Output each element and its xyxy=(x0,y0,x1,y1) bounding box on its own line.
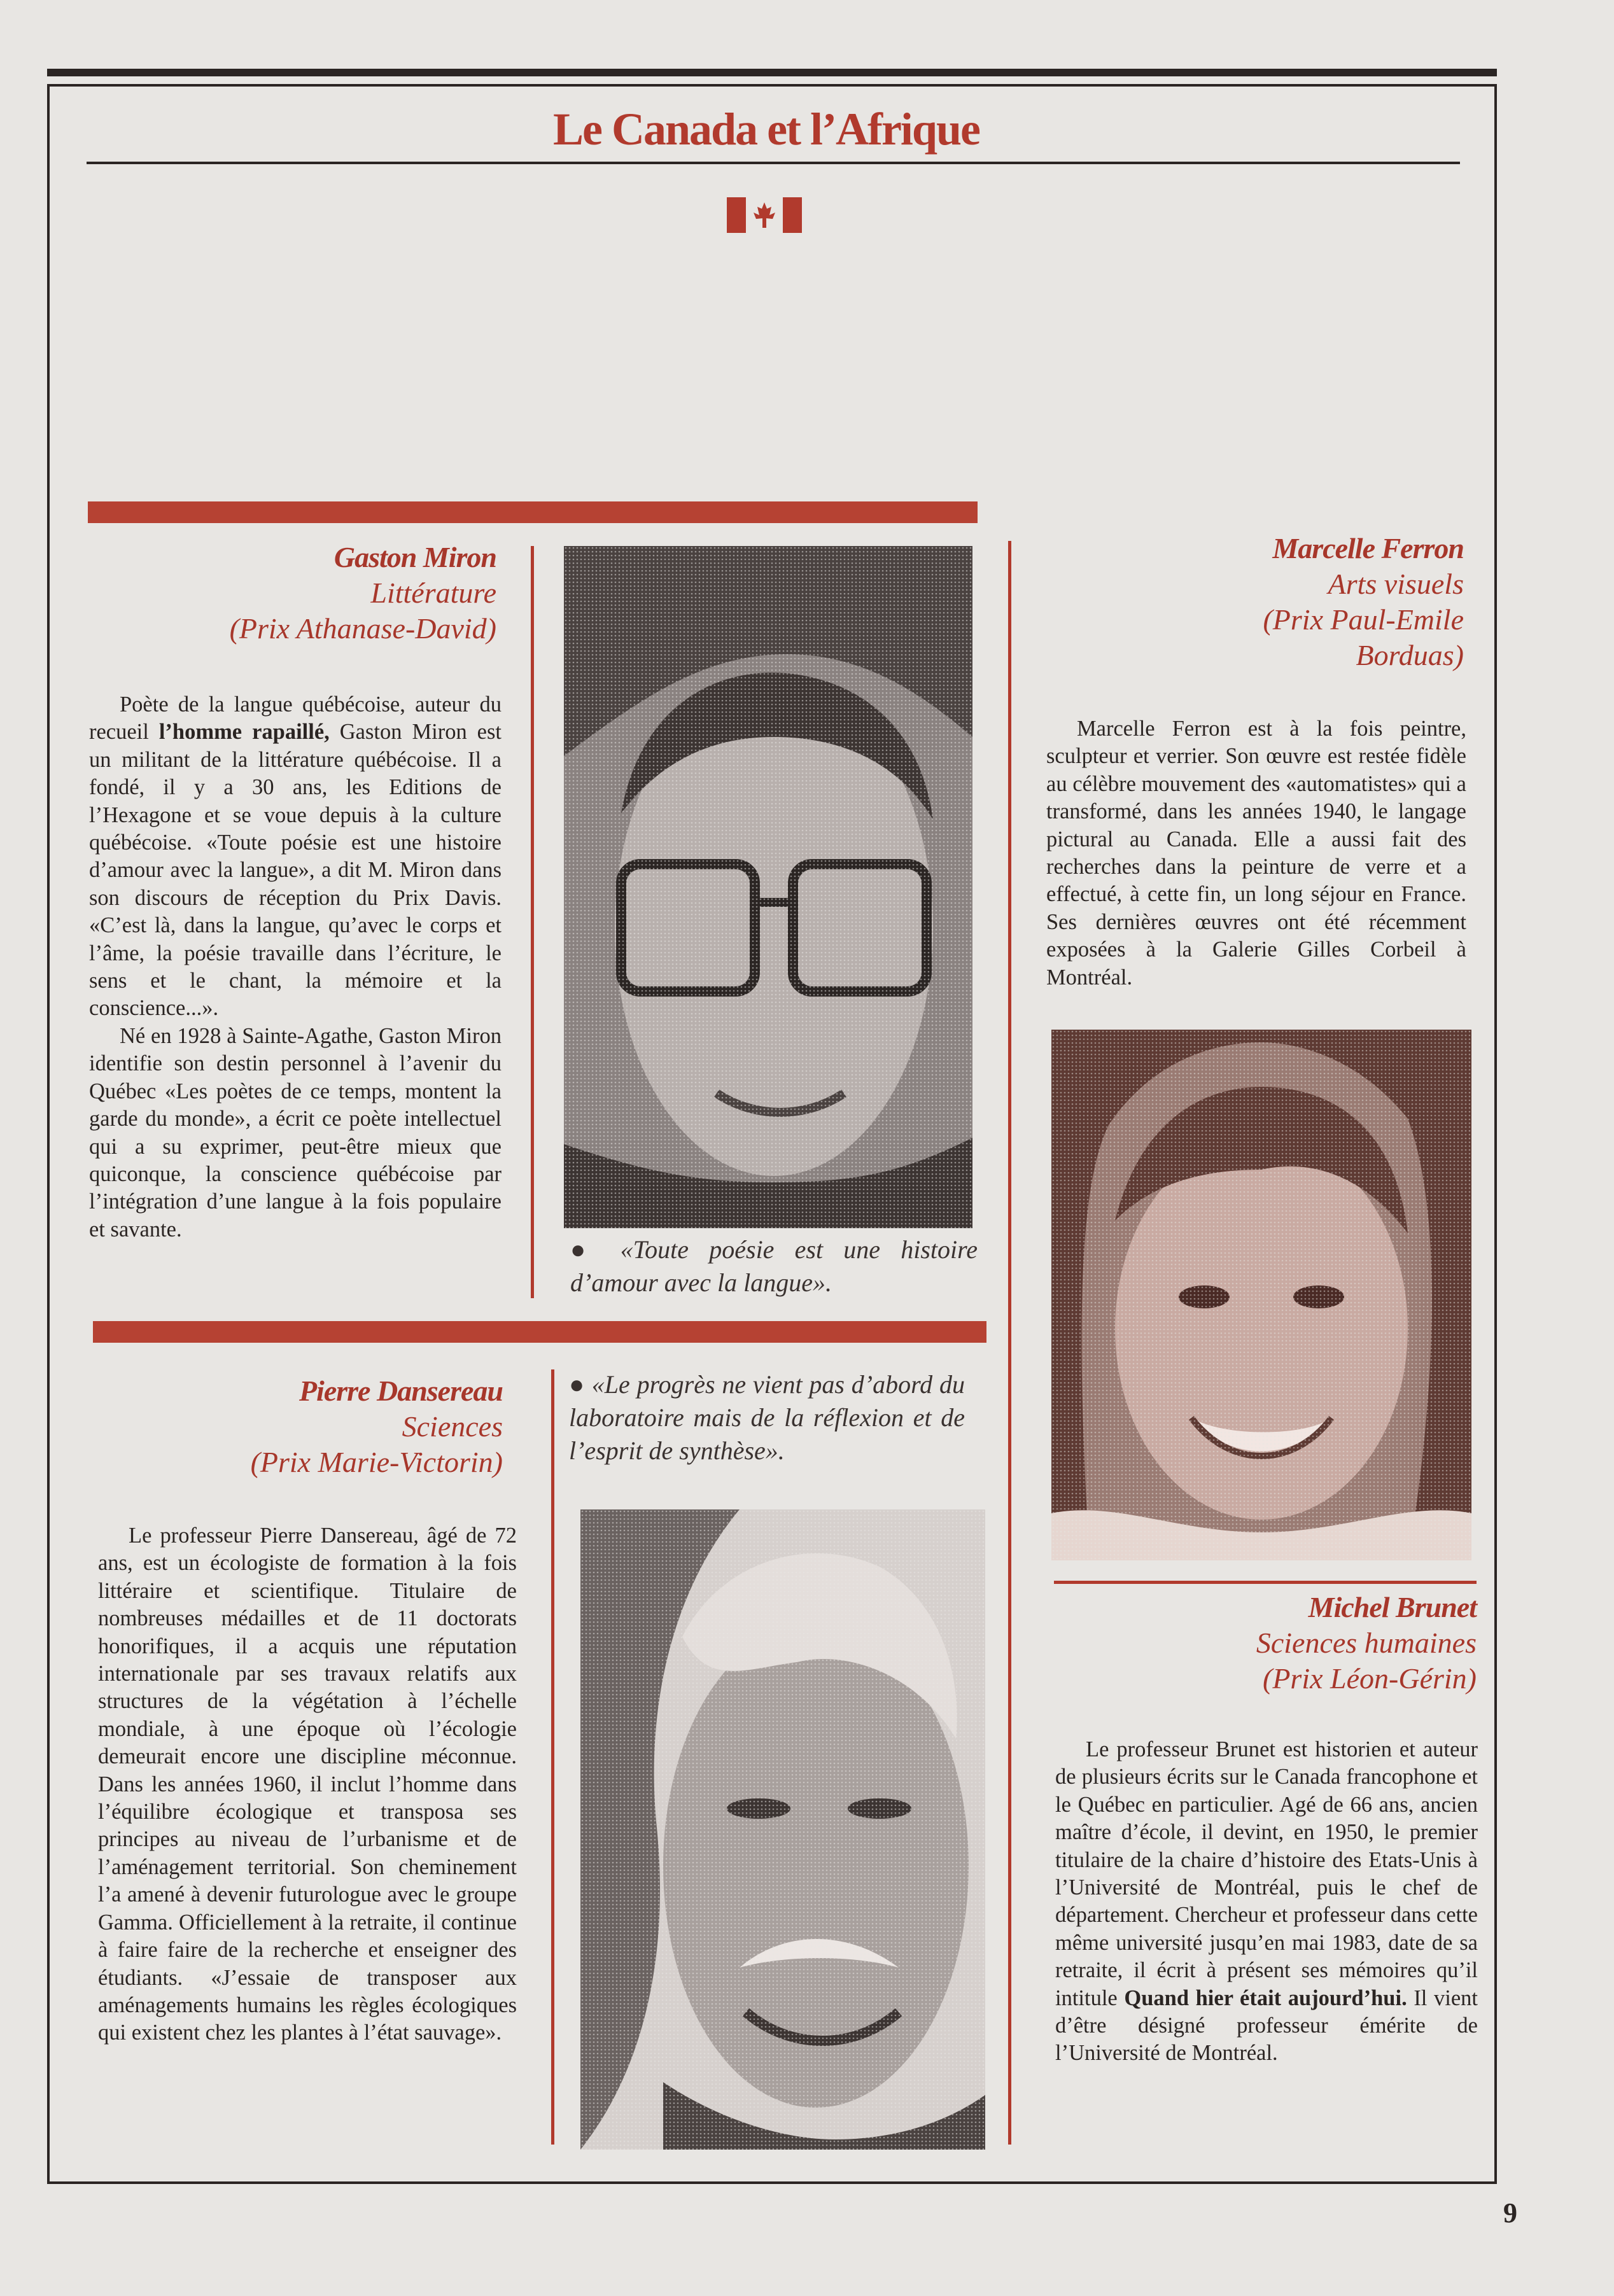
miron-heading xyxy=(102,540,496,647)
header-rule xyxy=(87,162,1460,164)
dansereau-photo-caption: ● «Le progrès ne vient pas d’abord du laboratoire mais de la réflexion et de l’esprit de synthèse». xyxy=(569,1370,965,1465)
column-rule-left xyxy=(531,546,534,1298)
pierre-dansereau-photo xyxy=(580,1509,985,2150)
ferron-field: Arts visuels xyxy=(1328,568,1464,600)
ferron-prize: (Prix Paul-Emile Borduas) xyxy=(1263,603,1464,671)
ferron-heading xyxy=(1056,531,1464,673)
miron-article-body xyxy=(89,691,502,1243)
bullet-icon: ● xyxy=(570,1235,621,1264)
marcelle-ferron-photo xyxy=(1051,1030,1471,1560)
canada-flag-icon xyxy=(727,197,802,233)
brunet-paragraph-1: Le professeur Brunet est historien et auteur de plusieurs écrits sur le Canada francophone et le Québec en particulier. Agé de 66 ans, ancien maître d’école, il devint, en 1950, le premier titulaire de la chaire d’histoire des Etats-Unis à l’Université de Montréal, puis le chef de département. Chercheur et professeur dans cette même université jusqu’en mai 1983, date de sa retraite, il écrit à présent ses mémoires qu’il intitule Quand hier était aujourd’hui. Il vient d’être désigné professeur émérite de l’Université de Montréal. xyxy=(1055,1737,1478,2066)
ferron-article-body xyxy=(1046,715,1466,991)
miron-photo-caption: ● «Toute poésie est une histoire d’amour avec la langue». xyxy=(570,1235,978,1297)
dansereau-name: Pierre Dansereau xyxy=(298,1375,503,1407)
dansereau-paragraph-1: Le professeur Pierre Dansereau, âgé de 72 ans, est un écologiste de formation à la fois littéraire et scientifique. Titulaire de nombreuses médailles et de 11 doctorats honorifiques, il a acquis une réputation internationale par ses travaux relatifs aux structures de la végétation à l’échelle mondiale, à une époque où l’écologie demeurait encore une discipline méconnue. Dans les années 1960, il inclut l’homme dans l’équilibre écologique et transposa ses principes au niveau de l’urbanisme et de l’aménagement territorial. Son cheminement l’a amené à devenir futurologue avec le groupe Gamma. Officiellement à la retraite, il continue à faire faire de la recherche et enseigner des étudiants. «J’essaie de transposer aux aménagements humains les règles écologiques qui existent chez les plantes à l’état sauvage». xyxy=(98,1523,517,2045)
brunet-name: Michel Brunet xyxy=(1308,1591,1477,1623)
dansereau-heading xyxy=(115,1373,503,1480)
top-rule xyxy=(47,69,1497,76)
section-bar-dansereau xyxy=(93,1321,986,1343)
section-rule-brunet xyxy=(1054,1581,1477,1584)
page-number: 9 xyxy=(1503,2197,1517,2229)
miron-name: Gaston Miron xyxy=(333,541,496,573)
dansereau-field: Sciences xyxy=(402,1410,503,1443)
column-rule-right xyxy=(1008,541,1011,2145)
ferron-paragraph-1: Marcelle Ferron est à la fois peintre, sculpteur et verrier. Son œuvre est restée fidèle au célèbre mouvement des «automatistes» qui a transformé, dans les années 1940, le langage pictural au Canada. Elle a aussi fait des recherches dans la peinture de verre et a effectué, à cette fin, un long séjour en France. Ses dernières œuvres ont été récemment exposées à la Galerie Gilles Corbeil à Montréal. xyxy=(1046,717,1466,990)
miron-paragraph-1: Poète de la langue québécoise, auteur du recueil l’homme rapaillé, Gaston Miron est un militant de la littérature québécoise. Il a fondé, il y a 30 ans, les Editions de l’Hexagone et se voue depuis à la culture québécoise. «Toute poésie est une histoire d’amour avec la langue», a dit M. Miron dans son discours de réception du Prix Davis. «C’est là, dans la langue, qu’avec le corps et l’âme, la poésie travaille dans l’écriture, le sens et le chant, la mémoire et la conscience...». xyxy=(89,692,502,1021)
gaston-miron-photo xyxy=(564,546,972,1228)
dansereau-article-body xyxy=(98,1522,517,2047)
miron-prize: (Prix Athanase-David) xyxy=(229,612,496,645)
dansereau-prize: (Prix Marie-Victorin) xyxy=(250,1446,503,1478)
miron-paragraph-2: Né en 1928 à Sainte-Agathe, Gaston Miron identifie son destin personnel à l’avenir du Québec «Les poètes de ce temps, montent la garde du monde», a écrit ce poète intellectuel qui a su exprimer, peut-être mieux que quiconque, la conscience québécoise par l’intégration d’une langue à la fois populaire et savante. xyxy=(89,1023,502,1242)
ferron-name: Marcelle Ferron xyxy=(1272,532,1464,564)
bullet-icon: ● xyxy=(569,1370,592,1399)
brunet-heading xyxy=(1056,1590,1477,1697)
column-rule-left-lower xyxy=(551,1369,554,2145)
brunet-prize: (Prix Léon-Gérin) xyxy=(1263,1662,1477,1695)
miron-field: Littérature xyxy=(370,577,496,609)
brunet-field: Sciences humaines xyxy=(1256,1627,1477,1659)
brunet-article-body xyxy=(1055,1736,1478,2068)
section-bar-miron xyxy=(88,501,978,523)
page-header-title: Le Canada et l’Afrique xyxy=(553,104,979,155)
